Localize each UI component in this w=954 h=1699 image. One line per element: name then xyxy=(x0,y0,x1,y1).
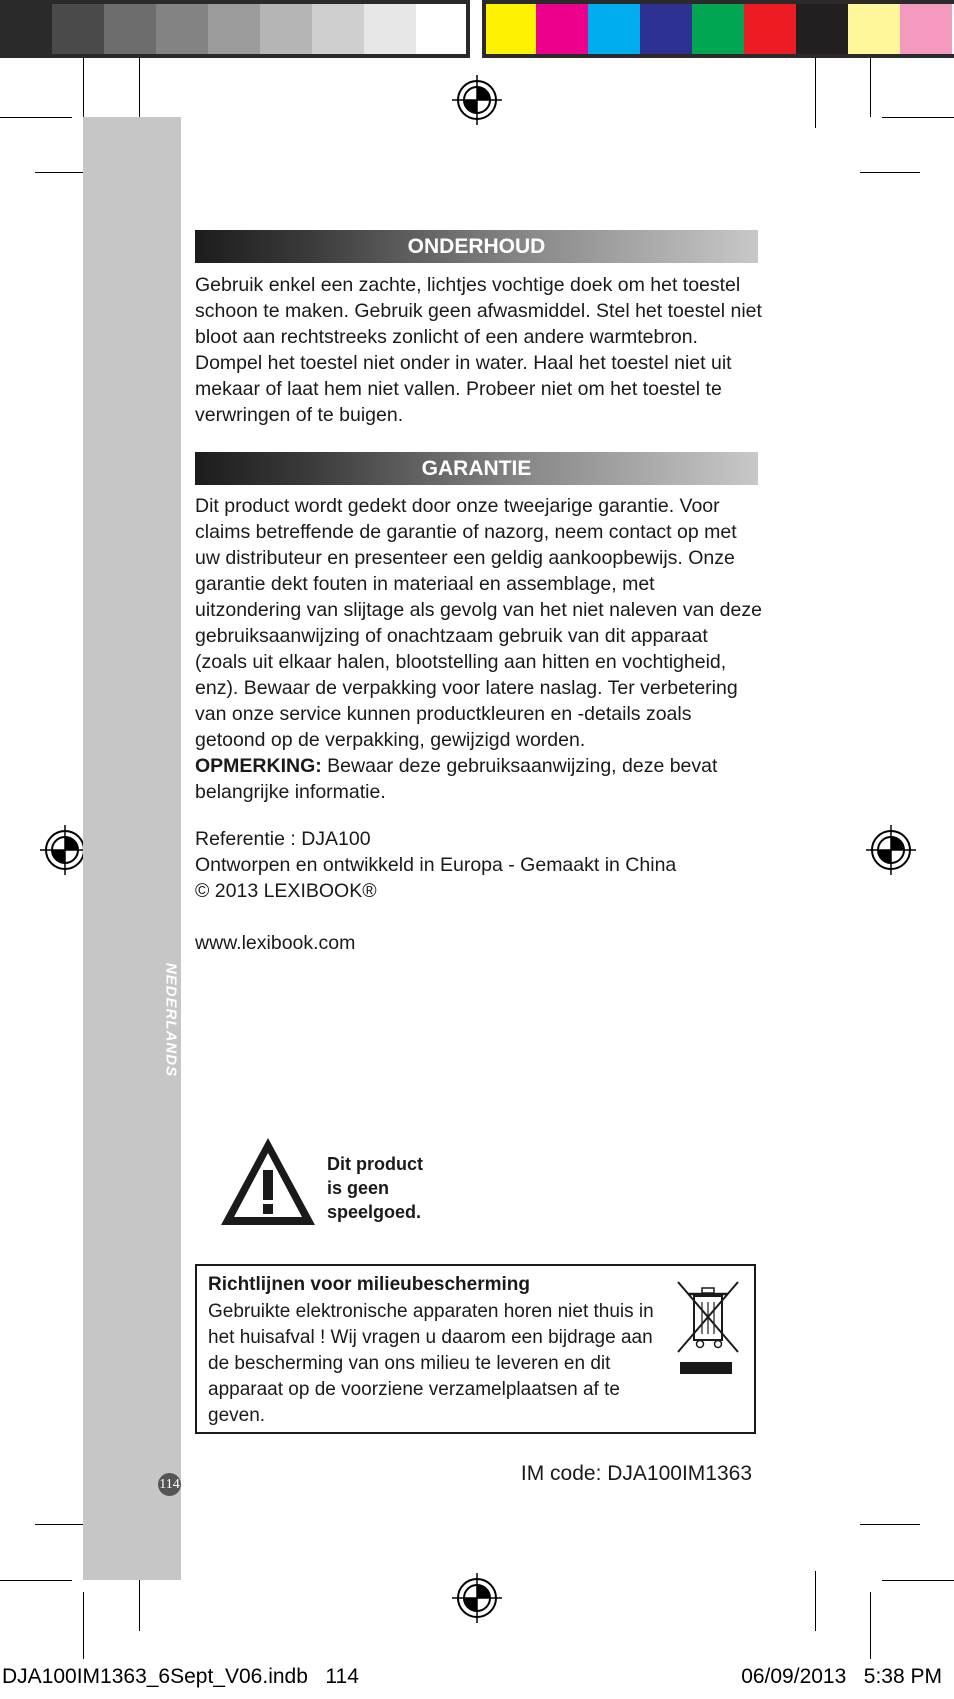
language-label: NEDERLANDS xyxy=(162,962,180,1078)
color-swatch xyxy=(208,0,260,58)
crop-mark xyxy=(870,1592,871,1659)
paragraph: Gebruik enkel een zachte, lichtjes vochtige doek om het toestel schoon te maken. Gebruik geen afwasmiddel. Stel het toestel niet bloot aan rechtstreeks zonlicht of een andere warmtebron. Dompel het toestel niet onder in water. Haal het toestel niet uit mekaar of laat hem niet vallen. Probeer niet om het toestel te verwringen of te buigen. xyxy=(195,274,762,426)
color-bar-left xyxy=(0,0,468,58)
note-paragraph xyxy=(195,753,765,805)
crossed-bin-icon xyxy=(674,1280,742,1380)
section-heading-text: ONDERHOUD xyxy=(407,234,546,258)
color-swatch xyxy=(588,0,640,58)
crop-mark xyxy=(0,1580,72,1581)
color-swatch xyxy=(848,0,900,58)
crop-mark xyxy=(882,1580,954,1581)
spacer xyxy=(195,904,765,930)
crop-mark xyxy=(139,1571,140,1631)
color-swatch xyxy=(416,0,468,58)
origin: Ontworpen en ontwikkeld in Europa - Gemaakt in China xyxy=(195,854,677,876)
slug-file: DJA100IM1363_6Sept_V06.indb 114 xyxy=(2,1665,359,1688)
color-swatch xyxy=(0,0,52,58)
color-swatch xyxy=(52,0,104,58)
environment-title: Richtlijnen voor milieubescherming xyxy=(208,1274,531,1295)
crop-mark xyxy=(815,58,816,128)
warning-triangle-icon xyxy=(218,1134,318,1229)
garantie-text xyxy=(195,493,765,805)
color-swatch xyxy=(156,0,208,58)
environment-text: Gebruikte elektronische apparaten horen niet thuis in het huisafval ! Wij vragen u daarom een bijdrage aan de bescherming van ons milieu te leveren en dit apparaat op de voorziene verzamelplaatsen af te geven. xyxy=(208,1301,654,1426)
color-swatch xyxy=(536,0,588,58)
registration-mark-icon xyxy=(452,1573,502,1623)
color-swatch xyxy=(484,0,536,58)
crop-mark xyxy=(882,117,954,118)
color-swatch xyxy=(640,0,692,58)
im-code: IM code: DJA100IM1363 xyxy=(520,1462,752,1485)
crop-mark xyxy=(815,1571,816,1631)
color-swatch xyxy=(104,0,156,58)
section-heading-garantie xyxy=(195,452,758,485)
warning-line: is geen xyxy=(327,1178,390,1198)
paragraph: Dit product wordt gedekt door onze tweejarige garantie. Voor claims betreffende de garantie of nazorg, neem contact op met uw distributeur en presenteer een geldig aankoopbewijs. Onze garantie dekt fouten in materiaal en assemblage, met uitzondering van slijtage als gevolg van het niet naleven van deze gebruiksaanwijzing of onachtzaam gebruik van dit apparaat (zoals uit elkaar halen, blootstelling aan hitten en vochtigheid, enz). Bewaar de verpakking voor latere naslag. Ter verbetering van onze service kunnen productkleuren en -details zoals getoond op de verpakking, gewijzigd worden. xyxy=(195,495,762,751)
page-number: 114 xyxy=(158,1473,181,1496)
crop-mark xyxy=(860,172,920,173)
environment-box xyxy=(195,1264,756,1434)
crop-mark xyxy=(870,58,871,117)
warning-line: Dit product xyxy=(327,1154,423,1174)
note-text: Bewaar deze gebruiksaanwijzing, deze bevat belangrijke informatie. xyxy=(195,755,718,803)
slug-datetime: 06/09/2013 5:38 PM xyxy=(741,1665,942,1688)
product-info xyxy=(195,826,765,956)
color-swatch xyxy=(312,0,364,58)
color-swatch xyxy=(796,0,848,58)
crop-mark xyxy=(0,117,72,118)
section-heading-onderhoud xyxy=(195,230,758,263)
crop-mark xyxy=(83,1592,84,1659)
copyright: © 2013 LEXIBOOK® xyxy=(195,880,377,902)
website-link[interactable]: www.lexibook.com xyxy=(195,932,356,954)
registration-mark-icon xyxy=(866,825,916,875)
section-heading-text: GARANTIE xyxy=(421,456,532,480)
reference: Referentie : DJA100 xyxy=(195,828,371,850)
registration-mark-icon xyxy=(452,75,502,125)
note-label: OPMERKING: xyxy=(195,755,322,777)
warning-line: speelgoed. xyxy=(327,1202,422,1222)
color-swatch xyxy=(692,0,744,58)
warning-text xyxy=(327,1152,423,1224)
language-sidebar xyxy=(83,117,181,1580)
color-swatch xyxy=(364,0,416,58)
color-swatch xyxy=(260,0,312,58)
crop-mark xyxy=(860,1524,920,1525)
color-bar-right xyxy=(484,0,952,58)
onderhoud-text xyxy=(195,272,765,428)
color-swatch xyxy=(900,0,952,58)
crop-mark xyxy=(83,58,84,117)
color-swatch xyxy=(744,0,796,58)
